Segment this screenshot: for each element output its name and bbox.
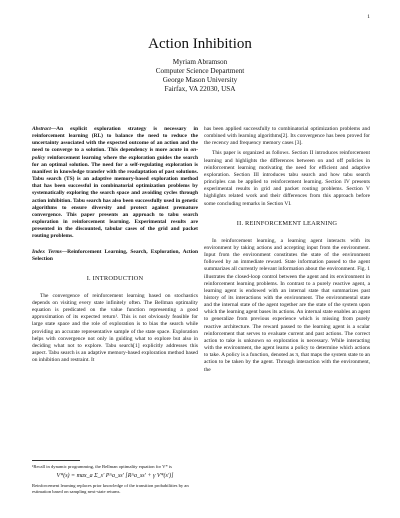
- author-name: Myriam Abramson: [172, 58, 228, 66]
- author-block: [0, 58, 400, 94]
- right-paragraph-1: has been applied successfully to combinatorial optimization problems and combined with learning algorithms[2]. Its convergence has been proved for the recency and frequency memory cases [3].: [204, 126, 370, 147]
- abstract-text-2: reinforcement learning where the exploration guides the search for an optimal solution. The need for a self-regulating exploration is manifest in knowledge transfer with the readaptation of past solutions. Tabu search (TS) is an adaptive memory-based exploration method that has been successful in combinatorial optimization problems by systematically exploring the search space and avoiding cycles through action inhibition. Tabu search has also been successfully used in genetic algorithms to ensure diversity and protect against premature convergence. This paper presents an approach to tabu search exploration in reinforcement learning. Experimental results are presented in the discounted, tabular cases of the grid and packet routing problems.: [32, 154, 199, 240]
- author-university: George Mason University: [162, 75, 238, 84]
- right-column: [204, 126, 370, 377]
- reinforcement-learning-paragraph: In reinforcement learning, a learning agent interacts with its environment by taking actions and accepting input from the environment. Input from the environment constitutes the state of the environment followed by an immediate reward. State information passed to the agent summarizes all currently relevant information about the environment. Fig. 1 illustrates the closed-loop control between the agent and its environment in reinforcement learning problems. In contrast to a purely reactive agent, a learning agent is endowed with an internal state that summarizes past history of its interactions with the environment. The environmental state and the internal state of the agent together are the state of the system upon which the learning agent bases its actions. An internal state enables an agent to generalize from previous experience which is missing from purely reactive architecture. The reward passed to the learning agent is a scalar reinforcement that serves to evaluate current and past actions. The correct action to take is unknown so exploration is necessary. While interacting with the environment, the agent learns a policy to determine which actions to take. A policy is a function, denoted as π, that maps the system state to an action to be taken by the agent. Through interaction with the environment, the: [204, 237, 370, 373]
- section-heading-reinforcement-learning: II. REINFORCEMENT LEARNING: [236, 219, 338, 227]
- abstract-label: Abstract: [32, 126, 51, 132]
- page-number: 1: [367, 14, 370, 20]
- index-terms-label: Index Terms: [32, 248, 62, 255]
- footnote-rule: [32, 460, 80, 461]
- footnote: [32, 460, 198, 495]
- introduction-paragraph: The convergence of reinforcement learning based on stochastics depends on visiting every state infinitely often. The Bellman optimality equation is predicated on the value function representing a good approximation of its expected return¹. This is not obviously feasible for large state space and the role of exploration is to bias the search while providing an accurate representative sample of the state space. Exploration helps with convergence not only in guiding what to explore but also in deciding what not to explore. Tabu search[1] explicitly addresses this aspect. Tabu search is an adaptive memory-based exploration method based on inhibition and restraint. It: [32, 292, 198, 364]
- footnote-line-1: ¹Recall in dynamic programming, the Bellman optimality equation for V* is: [32, 464, 172, 469]
- abstract: [32, 126, 198, 241]
- footnote-line-2: Reinforcement learning replaces prior knowledge of the transition probabilities by an estimation based on sampling next-state returns.: [32, 483, 189, 494]
- abstract-text-1: —An explicit exploration strategy is necessary in reinforcement learning (RL) to balance the need to reduce the uncertainty associated with the expected outcome of an action and the need to converge to a solution. This dependency is more acute in: [32, 126, 198, 154]
- right-paragraph-2: This paper is organized as follows. Section II introduces reinforcement learning and highlights the differences between on and off policies in reinforcement learning motivating the need for efficient and adaptive exploration. Section III introduces tabu search and how tabu search principles can be applied to reinforcement learning. Section IV presents experimental results in grid and packet routing problems. Section V highlights related work and their differences from this approach before some concluding remarks in Section VI.: [204, 150, 370, 207]
- left-column: [32, 126, 198, 367]
- paper-title: Action Inhibition: [148, 36, 252, 52]
- index-terms: [32, 249, 198, 263]
- abstract-emphasis: on-policy: [32, 147, 199, 161]
- section-heading-introduction: I. INTRODUCTION: [86, 274, 144, 282]
- bellman-equation: V*(s) = max_a Σ_s' P^a_ss' [R^a_ss' + γ V*(s')]: [56, 473, 174, 479]
- author-department: Computer Science Department: [155, 66, 245, 75]
- index-terms-text: —Reinforcement Learning, Search, Exploration, Action Selection: [32, 248, 198, 262]
- author-address: Fairfax, VA 22030, USA: [164, 84, 236, 93]
